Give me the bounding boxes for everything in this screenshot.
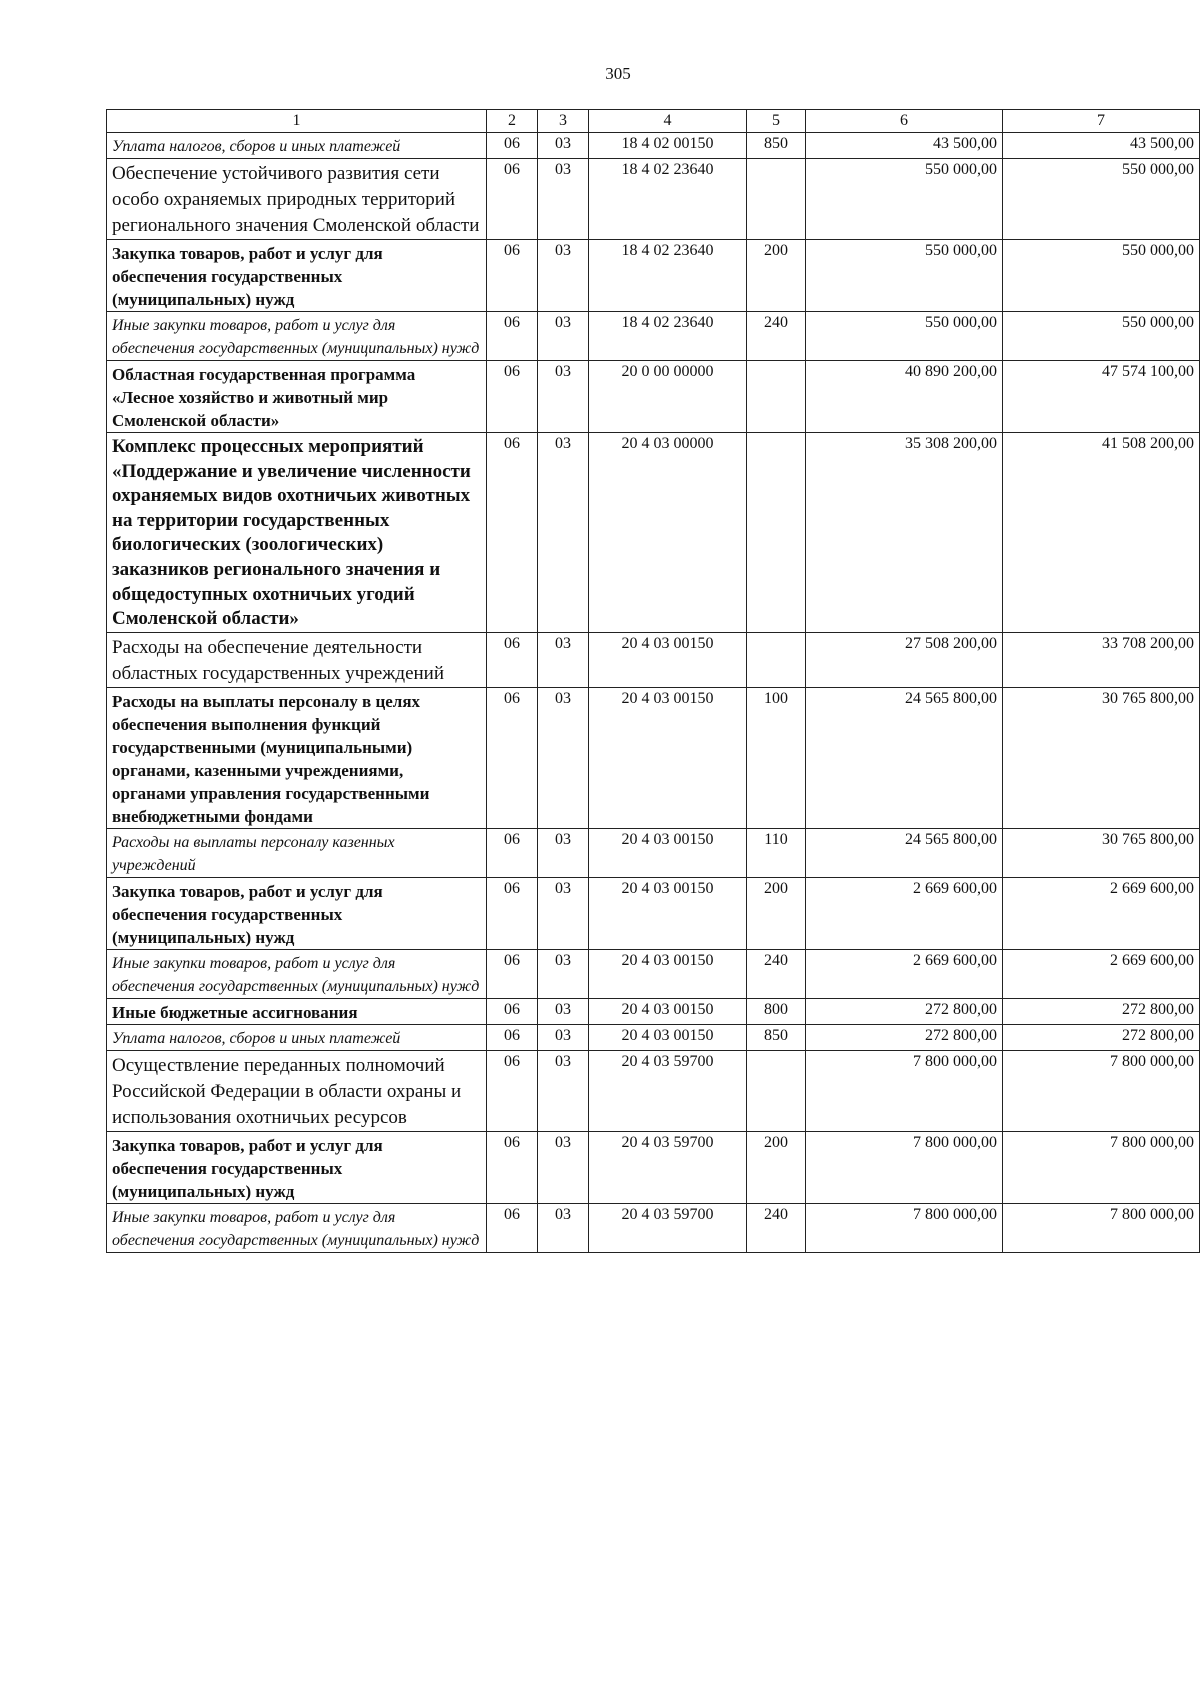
row-name: Обеспечение устойчивого развития сети особо охраняемых природных территорий регионального значения Смоленской области xyxy=(107,159,487,240)
table-row xyxy=(107,312,1200,361)
row-name: Закупка товаров, работ и услуг для обеспечения государственных (муниципальных) нужд xyxy=(107,240,487,312)
row-name: Расходы на выплаты персоналу в целях обеспечения выполнения функций государственными (муниципальными) органами, казенными учреждениями, органами управления государственными внебюджетными фондами xyxy=(107,687,487,828)
table-body xyxy=(107,133,1200,1253)
row-section: 06 xyxy=(487,1131,538,1203)
row-section: 06 xyxy=(487,687,538,828)
row-subsection: 03 xyxy=(538,998,589,1024)
table-row xyxy=(107,361,1200,433)
row-expense-type: 240 xyxy=(747,312,806,361)
table-row xyxy=(107,1203,1200,1252)
row-name: Осуществление переданных полномочий Российской Федерации в области охраны и использования охотничьих ресурсов xyxy=(107,1050,487,1131)
row-amount-year-1: 24 565 800,00 xyxy=(806,687,1003,828)
row-name: Иные закупки товаров, работ и услуг для обеспечения государственных (муниципальных) нужд xyxy=(107,949,487,998)
row-amount-year-2: 272 800,00 xyxy=(1003,1024,1200,1050)
row-section: 06 xyxy=(487,998,538,1024)
row-subsection: 03 xyxy=(538,1203,589,1252)
row-subsection: 03 xyxy=(538,949,589,998)
row-section: 06 xyxy=(487,877,538,949)
row-name: Уплата налогов, сборов и иных платежей xyxy=(107,133,487,159)
row-amount-year-1: 24 565 800,00 xyxy=(806,828,1003,877)
row-target-article: 20 4 03 00150 xyxy=(589,828,747,877)
row-section: 06 xyxy=(487,1203,538,1252)
table-row xyxy=(107,1050,1200,1131)
row-section: 06 xyxy=(487,632,538,687)
row-amount-year-1: 7 800 000,00 xyxy=(806,1050,1003,1131)
header-col-6: 6 xyxy=(806,110,1003,133)
row-expense-type: 240 xyxy=(747,949,806,998)
row-section: 06 xyxy=(487,361,538,433)
row-expense-type xyxy=(747,361,806,433)
row-target-article: 20 4 03 00000 xyxy=(589,433,747,633)
row-amount-year-1: 2 669 600,00 xyxy=(806,877,1003,949)
row-expense-type: 850 xyxy=(747,133,806,159)
row-amount-year-2: 47 574 100,00 xyxy=(1003,361,1200,433)
row-section: 06 xyxy=(487,1024,538,1050)
row-target-article: 20 4 03 59700 xyxy=(589,1050,747,1131)
row-amount-year-1: 27 508 200,00 xyxy=(806,632,1003,687)
row-amount-year-2: 2 669 600,00 xyxy=(1003,877,1200,949)
row-amount-year-1: 7 800 000,00 xyxy=(806,1203,1003,1252)
row-subsection: 03 xyxy=(538,240,589,312)
header-col-7: 7 xyxy=(1003,110,1200,133)
row-amount-year-1: 550 000,00 xyxy=(806,312,1003,361)
table-row xyxy=(107,998,1200,1024)
row-subsection: 03 xyxy=(538,133,589,159)
row-target-article: 18 4 02 23640 xyxy=(589,240,747,312)
row-amount-year-2: 550 000,00 xyxy=(1003,159,1200,240)
row-amount-year-1: 550 000,00 xyxy=(806,159,1003,240)
row-expense-type: 800 xyxy=(747,998,806,1024)
row-expense-type: 200 xyxy=(747,240,806,312)
row-amount-year-2: 2 669 600,00 xyxy=(1003,949,1200,998)
row-subsection: 03 xyxy=(538,312,589,361)
table-row xyxy=(107,632,1200,687)
row-name: Областная государственная программа «Лесное хозяйство и животный мир Смоленской области» xyxy=(107,361,487,433)
row-name: Закупка товаров, работ и услуг для обеспечения государственных (муниципальных) нужд xyxy=(107,1131,487,1203)
row-target-article: 20 4 03 59700 xyxy=(589,1131,747,1203)
table-row xyxy=(107,949,1200,998)
row-amount-year-1: 272 800,00 xyxy=(806,1024,1003,1050)
row-subsection: 03 xyxy=(538,1131,589,1203)
row-name: Иные закупки товаров, работ и услуг для обеспечения государственных (муниципальных) нужд xyxy=(107,1203,487,1252)
row-target-article: 20 4 03 00150 xyxy=(589,949,747,998)
budget-table xyxy=(106,109,1200,1253)
row-amount-year-2: 30 765 800,00 xyxy=(1003,828,1200,877)
row-amount-year-1: 272 800,00 xyxy=(806,998,1003,1024)
row-expense-type: 200 xyxy=(747,1131,806,1203)
row-subsection: 03 xyxy=(538,828,589,877)
table-row xyxy=(107,159,1200,240)
row-section: 06 xyxy=(487,828,538,877)
row-name: Уплата налогов, сборов и иных платежей xyxy=(107,1024,487,1050)
row-expense-type: 100 xyxy=(747,687,806,828)
row-section: 06 xyxy=(487,949,538,998)
row-subsection: 03 xyxy=(538,1050,589,1131)
row-target-article: 20 4 03 00150 xyxy=(589,1024,747,1050)
row-amount-year-2: 7 800 000,00 xyxy=(1003,1131,1200,1203)
row-name: Иные закупки товаров, работ и услуг для обеспечения государственных (муниципальных) нужд xyxy=(107,312,487,361)
table-row xyxy=(107,133,1200,159)
table-row xyxy=(107,828,1200,877)
row-name: Расходы на выплаты персоналу казенных учреждений xyxy=(107,828,487,877)
row-expense-type xyxy=(747,1050,806,1131)
row-expense-type xyxy=(747,632,806,687)
header-col-4: 4 xyxy=(589,110,747,133)
row-target-article: 18 4 02 23640 xyxy=(589,159,747,240)
table-row xyxy=(107,687,1200,828)
row-subsection: 03 xyxy=(538,361,589,433)
row-amount-year-2: 550 000,00 xyxy=(1003,312,1200,361)
row-section: 06 xyxy=(487,1050,538,1131)
table-row xyxy=(107,877,1200,949)
row-section: 06 xyxy=(487,312,538,361)
row-amount-year-2: 272 800,00 xyxy=(1003,998,1200,1024)
row-amount-year-2: 550 000,00 xyxy=(1003,240,1200,312)
row-target-article: 18 4 02 23640 xyxy=(589,312,747,361)
row-subsection: 03 xyxy=(538,1024,589,1050)
row-name: Закупка товаров, работ и услуг для обеспечения государственных (муниципальных) нужд xyxy=(107,877,487,949)
row-subsection: 03 xyxy=(538,687,589,828)
header-col-2: 2 xyxy=(487,110,538,133)
row-amount-year-2: 43 500,00 xyxy=(1003,133,1200,159)
row-expense-type: 110 xyxy=(747,828,806,877)
header-col-5: 5 xyxy=(747,110,806,133)
row-target-article: 20 4 03 00150 xyxy=(589,632,747,687)
row-subsection: 03 xyxy=(538,159,589,240)
row-amount-year-2: 7 800 000,00 xyxy=(1003,1203,1200,1252)
row-subsection: 03 xyxy=(538,632,589,687)
row-target-article: 20 0 00 00000 xyxy=(589,361,747,433)
row-expense-type xyxy=(747,433,806,633)
row-expense-type: 850 xyxy=(747,1024,806,1050)
row-name: Иные бюджетные ассигнования xyxy=(107,998,487,1024)
row-target-article: 20 4 03 00150 xyxy=(589,687,747,828)
row-expense-type: 240 xyxy=(747,1203,806,1252)
row-target-article: 18 4 02 00150 xyxy=(589,133,747,159)
row-amount-year-1: 550 000,00 xyxy=(806,240,1003,312)
row-amount-year-1: 35 308 200,00 xyxy=(806,433,1003,633)
row-amount-year-1: 40 890 200,00 xyxy=(806,361,1003,433)
row-amount-year-1: 43 500,00 xyxy=(806,133,1003,159)
row-section: 06 xyxy=(487,240,538,312)
row-expense-type xyxy=(747,159,806,240)
row-subsection: 03 xyxy=(538,877,589,949)
table-row xyxy=(107,1024,1200,1050)
row-subsection: 03 xyxy=(538,433,589,633)
row-amount-year-1: 2 669 600,00 xyxy=(806,949,1003,998)
row-amount-year-2: 33 708 200,00 xyxy=(1003,632,1200,687)
row-name: Расходы на обеспечение деятельности областных государственных учреждений xyxy=(107,632,487,687)
row-section: 06 xyxy=(487,133,538,159)
row-section: 06 xyxy=(487,433,538,633)
table-header-row xyxy=(107,110,1200,133)
header-col-3: 3 xyxy=(538,110,589,133)
row-target-article: 20 4 03 00150 xyxy=(589,998,747,1024)
table-row xyxy=(107,240,1200,312)
table-row xyxy=(107,1131,1200,1203)
row-amount-year-2: 7 800 000,00 xyxy=(1003,1050,1200,1131)
table-row xyxy=(107,433,1200,633)
row-target-article: 20 4 03 00150 xyxy=(589,877,747,949)
row-expense-type: 200 xyxy=(747,877,806,949)
row-amount-year-1: 7 800 000,00 xyxy=(806,1131,1003,1203)
row-name: Комплекс процессных мероприятий «Поддержание и увеличение численности охраняемых видов охотничьих животных на территории государственных биологических (зоологических) заказников регионального значения и общедоступных охотничьих угодий Смоленской области» xyxy=(107,433,487,633)
header-col-1: 1 xyxy=(107,110,487,133)
row-amount-year-2: 41 508 200,00 xyxy=(1003,433,1200,633)
row-amount-year-2: 30 765 800,00 xyxy=(1003,687,1200,828)
row-target-article: 20 4 03 59700 xyxy=(589,1203,747,1252)
row-section: 06 xyxy=(487,159,538,240)
page-number: 305 xyxy=(605,64,631,83)
